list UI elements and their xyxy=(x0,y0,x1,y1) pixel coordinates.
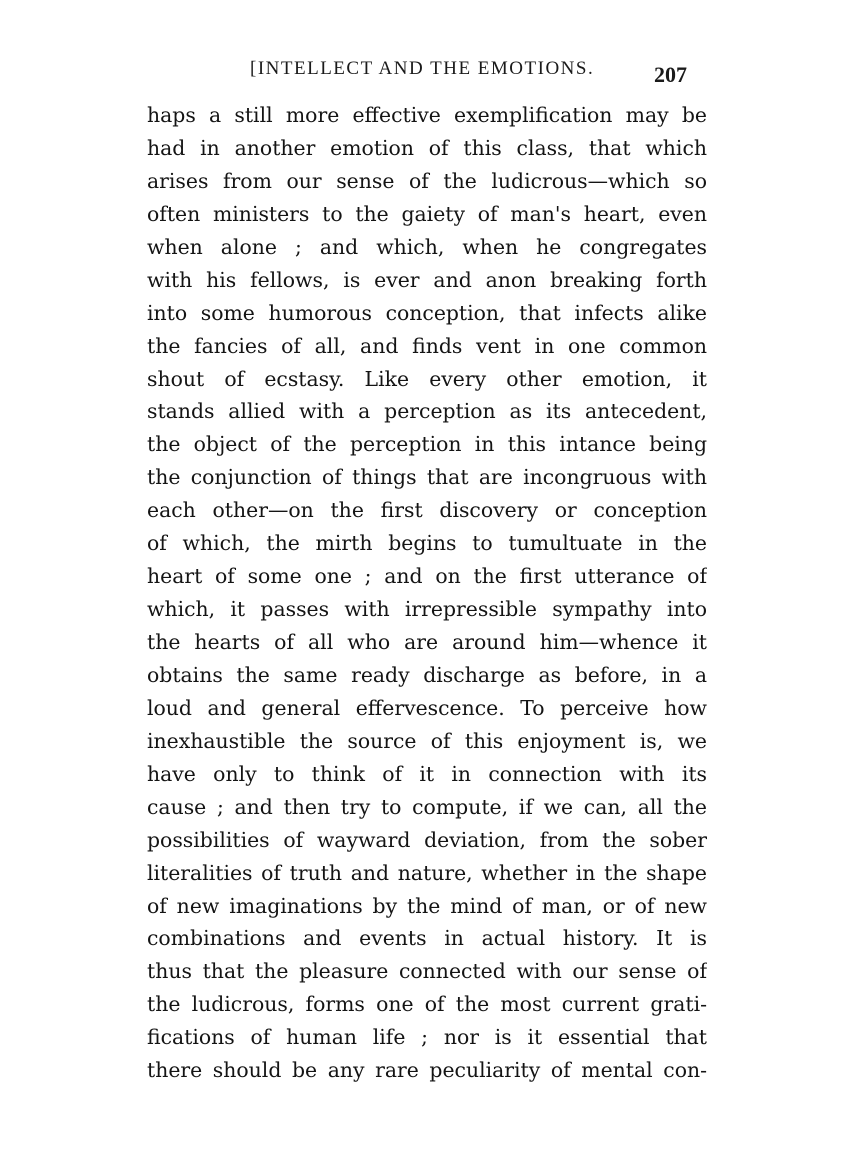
text-line: had in another emotion of this class, that which xyxy=(147,135,707,160)
text-line: have only to think of it in connection with its xyxy=(147,761,707,786)
text-line: arises from our sense of the ludicrous—which so xyxy=(147,168,707,193)
text-line: of which, the mirth begins to tumultuate in the xyxy=(147,531,707,556)
text-line: the fancies of all, and finds vent in one common xyxy=(147,333,707,358)
text-line: often ministers to the gaiety of man's heart, even xyxy=(147,201,707,226)
text-line: literalities of truth and nature, whether in the shape xyxy=(147,860,707,885)
body-text xyxy=(147,99,707,1087)
page-number: 207 xyxy=(654,62,687,87)
text-line: inexhaustible the source of this enjoyment is, we xyxy=(147,728,707,753)
text-line: the hearts of all who are around him—whence it xyxy=(147,630,707,654)
text-line: haps a still more effective exemplification may be xyxy=(147,103,707,127)
text-line: which, it passes with irrepressible sympathy into xyxy=(147,597,707,622)
text-line: obtains the same ready discharge as before, in a xyxy=(147,662,707,687)
text-line: with his fellows, is ever and anon breaking forth xyxy=(147,267,707,292)
text-line: possibilities of wayward deviation, from the sober xyxy=(147,827,707,852)
text-line: into some humorous conception, that infects alike xyxy=(147,300,707,325)
text-line: combinations and events in actual history. It is xyxy=(147,926,707,951)
running-head: [INTELLECT AND THE EMOTIONS. xyxy=(250,58,595,79)
text-line: when alone ; and which, when he congregates xyxy=(147,234,707,259)
text-line: there should be any rare peculiarity of mental con- xyxy=(147,1058,707,1083)
text-line: stands allied with a perception as its antecedent, xyxy=(147,399,707,424)
text-line: fications of human life ; nor is it essential that xyxy=(147,1025,707,1050)
text-line: the conjunction of things that are incongruous with xyxy=(147,465,707,490)
text-line: the ludicrous, forms one of the most current grati- xyxy=(147,992,707,1017)
text-line: thus that the pleasure connected with our sense of xyxy=(147,959,707,984)
text-line: of new imaginations by the mind of man, or of new xyxy=(147,893,707,918)
text-line: the object of the perception in this intance being xyxy=(147,432,707,457)
text-line: shout of ecstasy. Like every other emotion, it xyxy=(147,366,707,391)
text-line: each other—on the first discovery or conception xyxy=(147,498,707,523)
text-line: loud and general effervescence. To perceive how xyxy=(147,695,707,720)
text-line: heart of some one ; and on the first utterance of xyxy=(147,564,707,589)
text-line: cause ; and then try to compute, if we can, all the xyxy=(147,794,707,819)
